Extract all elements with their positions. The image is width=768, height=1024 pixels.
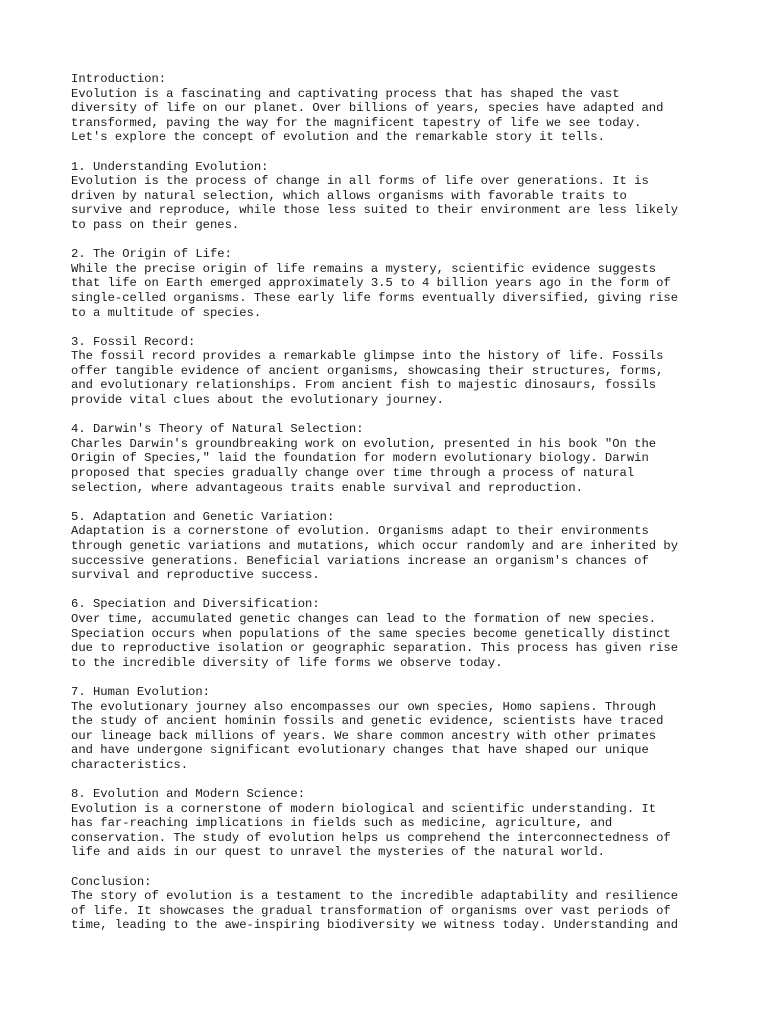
section-heading: Introduction: (71, 72, 167, 86)
section-heading: 6. Speciation and Diversification: (71, 597, 320, 612)
paragraph-line: While the precise origin of life remains a mystery, scientific evidence suggests (71, 261, 657, 276)
section-heading: 3. Fossil Record: (71, 334, 196, 349)
paragraph-line: Adaptation is a cornerstone of evolution. Organisms adapt to their environments (71, 524, 649, 539)
paragraph-line: successive generations. Beneficial variations increase an organism's chances of (71, 553, 649, 568)
paragraph-line: Speciation occurs when populations of the same species become genetically distinct (71, 626, 671, 641)
paragraph-line: and have undergone significant evolutionary changes that have shaped our unique (71, 743, 649, 758)
paragraph-line: our lineage back millions of years. We share common ancestry with other primates (71, 728, 657, 743)
document-section (71, 160, 711, 233)
document-section (71, 597, 711, 670)
paragraph-line: Evolution is the process of change in all forms of life over generations. It is (71, 174, 649, 189)
section-heading: 4. Darwin's Theory of Natural Selection: (71, 422, 364, 437)
document-section (71, 247, 711, 320)
paragraph-line: conservation. The study of evolution helps us comprehend the interconnectedness of (71, 830, 671, 845)
paragraph-line: selection, where advantageous traits enable survival and reproduction. (71, 480, 583, 495)
section-heading: 7. Human Evolution: (71, 684, 210, 699)
paragraph-line: through genetic variations and mutations, which occur randomly and are inherited by (71, 539, 679, 553)
paragraph-line: Let's explore the concept of evolution and the remarkable story it tells. (71, 130, 605, 145)
section-heading: 8. Evolution and Modern Science: (71, 787, 306, 802)
paragraph-line: Charles Darwin's groundbreaking work on evolution, presented in his book "On the (71, 436, 657, 451)
paragraph-line: single-celled organisms. These early life forms eventually diversified, giving rise (71, 290, 679, 305)
section-heading: 1. Understanding Evolution: (71, 159, 269, 174)
paragraph-line: transformed, paving the way for the magnificent tapestry of life we see today. (71, 115, 642, 130)
paragraph-line: Over time, accumulated genetic changes can lead to the formation of new species. (71, 611, 657, 626)
paragraph-line: the study of ancient hominin fossils and genetic evidence, scientists have traced (71, 714, 664, 729)
document-section (71, 685, 711, 773)
paragraph-line: Evolution is a cornerstone of modern biological and scientific understanding. It (71, 801, 657, 816)
paragraph-line: and evolutionary relationships. From ancient fish to majestic dinosaurs, fossils (71, 378, 657, 393)
paragraph-line: offer tangible evidence of ancient organisms, showcasing their structures, forms, (71, 363, 664, 378)
document-section (71, 335, 711, 408)
document-section (71, 510, 711, 583)
document-section (71, 787, 711, 860)
paragraph-line: to pass on their genes. (71, 217, 240, 232)
paragraph-line: to the incredible diversity of life forms we observe today. (71, 655, 503, 670)
paragraph-line: proposed that species gradually change over time through a process of natural (71, 466, 635, 481)
section-heading: 5. Adaptation and Genetic Variation: (71, 509, 335, 524)
paragraph-line: to a multitude of species. (71, 305, 262, 320)
paragraph-line: diversity of life on our planet. Over billions of years, species have adapted and (71, 101, 664, 116)
paragraph-line: survive and reproduce, while those less suited to their environment are less likely (71, 203, 679, 218)
paragraph-line: driven by natural selection, which allows organisms with favorable traits to (71, 188, 627, 203)
paragraph-line: characteristics. (71, 757, 189, 772)
paragraph-line: survival and reproductive success. (71, 568, 320, 583)
paragraph-line: that life on Earth emerged approximately 3.5 to 4 billion years ago in the form of (71, 276, 671, 291)
section-heading: Conclusion: (71, 874, 152, 889)
document-section (71, 875, 711, 933)
paragraph-line: life and aids in our quest to unravel the mysteries of the natural world. (71, 845, 605, 860)
paragraph-line: The fossil record provides a remarkable glimpse into the history of life. Fossils (71, 349, 664, 364)
paragraph-line: due to reproductive isolation or geographic separation. This process has given rise (71, 641, 679, 656)
paragraph-line: The evolutionary journey also encompasses our own species, Homo sapiens. Through (71, 699, 657, 714)
paragraph-line: Evolution is a fascinating and captivating process that has shaped the vast (71, 86, 620, 101)
paragraph-line: Origin of Species," laid the foundation for modern evolutionary biology. Darwin (71, 451, 649, 466)
paragraph-line: has far-reaching implications in fields such as medicine, agriculture, and (71, 816, 613, 831)
section-heading: 2. The Origin of Life: (71, 247, 232, 262)
paragraph-line: The story of evolution is a testament to the incredible adaptability and resilience (71, 889, 679, 904)
document-body (71, 72, 711, 948)
paragraph-line: provide vital clues about the evolutionary journey. (71, 393, 444, 408)
document-section (71, 422, 711, 495)
document-section (71, 72, 711, 145)
paragraph-line: of life. It showcases the gradual transformation of organisms over vast periods of (71, 903, 671, 918)
paragraph-line: time, leading to the awe-inspiring biodiversity we witness today. Understanding and (71, 918, 679, 933)
